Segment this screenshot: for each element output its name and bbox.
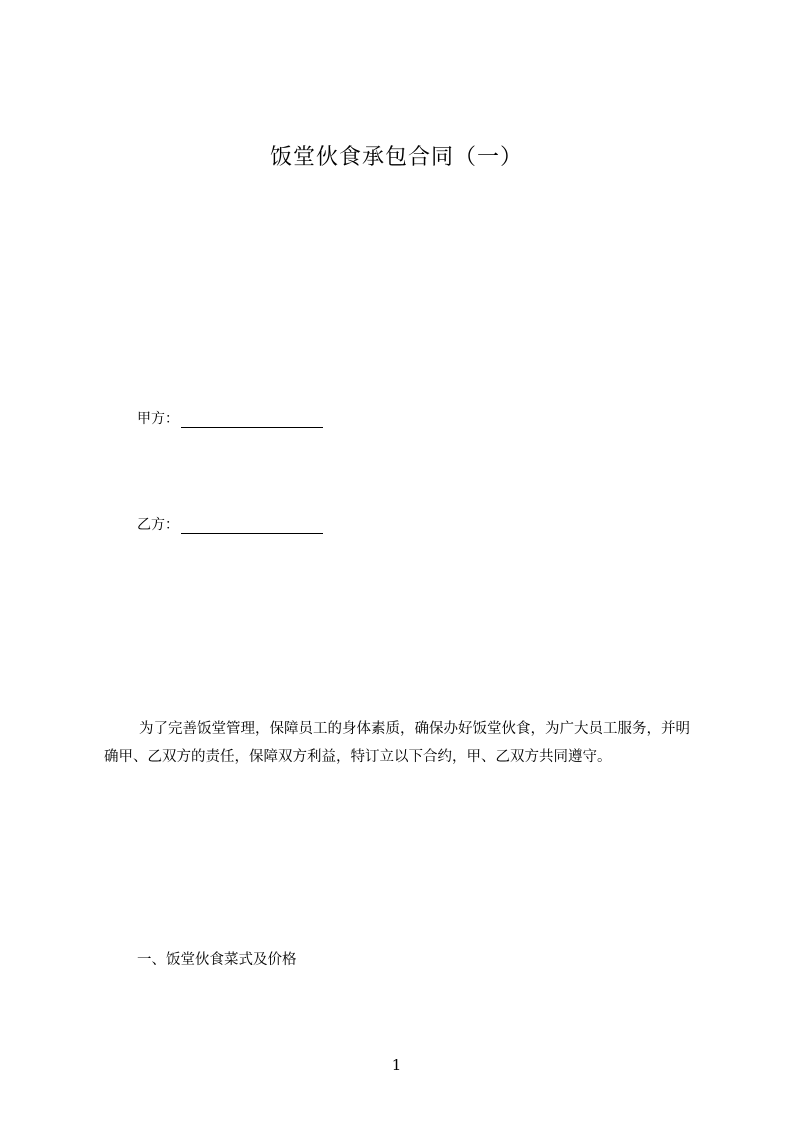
contract-title: 饭堂伙食承包合同（一） bbox=[269, 145, 523, 170]
party-b-blank-field[interactable] bbox=[181, 517, 323, 534]
intro-paragraph: 为了完善饭堂管理，保障员工的身体素质，确保办好饭堂伙食，为广大员工服务，并明确甲、乙双方的责任，保障双方利益，特订立以下合约，甲、乙双方共同遵守。 bbox=[104, 721, 690, 765]
party-b-row bbox=[137, 514, 323, 534]
party-a-blank-field[interactable] bbox=[181, 411, 323, 428]
section-1-heading: 一、饭堂伙食菜式及价格 bbox=[137, 952, 297, 968]
party-a-label: 甲方： bbox=[137, 411, 179, 427]
page-number: 1 bbox=[391, 1056, 402, 1074]
party-a-row bbox=[137, 408, 323, 428]
party-b-label: 乙方： bbox=[137, 517, 179, 533]
